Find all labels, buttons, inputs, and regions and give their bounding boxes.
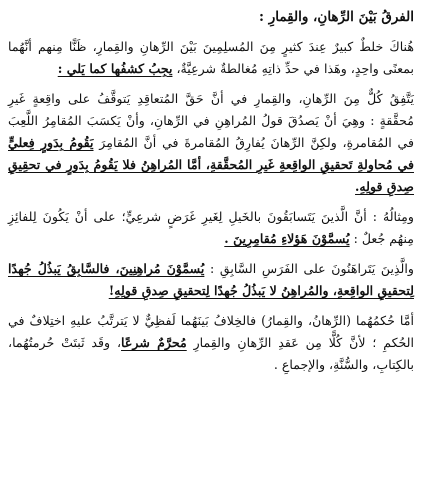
paragraph-text: هُناكَ خلطٌ كبيرٌ عِندَ كثيرٍ مِنَ المُسلِمِينَ بَيْنَ الرِّهانِ والقِمارِ، ظَنًّا مِنهم أنَّهُما بمعنًى واحِدٍ، وهَذا في حدِّ ذاتِهِ مُغالطةٌ شرعِيَّةٌ، — [8, 39, 414, 76]
paragraph-ruling — [8, 310, 414, 376]
emphasized-text: يُسمَّوْنَ هَؤلاءِ مُقامِرِينَ . — [224, 231, 350, 246]
emphasized-text: يجِبُ كشفُها كما يَلي : — [57, 61, 173, 76]
paragraph-betting-example — [8, 258, 414, 302]
section-heading: الفرقُ بَيْنَ الرِّهانِ، والقِمارِ : — [259, 9, 414, 25]
paragraph-text: ومِثالُهُ : أنَّ الَّذينَ يَتَسابَقُونَ بالخَيلِ لِغَيرِ غَرَضٍ شرعِيٍّ؛ على أنْ يَكُونَ لِلفائِزِ مِنهُم جُعلٌ : — [8, 209, 414, 246]
emphasized-text: يُسمَّوْنَ مُراهِنِينَ، فالسَّابِقُ يَبذُلُ جُهدًا لِتحقيقِ الواقِعةِ، والمُراهِنُ لا يَبذُلُ جُهدًا لِتحقيقِ صِدقِ قولِهِ! — [8, 261, 414, 298]
paragraph-comparison — [8, 88, 414, 198]
emphasized-text: يَقُومُ بِدَورٍ فِعليٍّ في مُحاولةِ تَحقيقِ الواقِعةِ غَيرِ المُحقَّقةِ، أمَّا المُراهِنُ فلا يَقُومُ بِدَورٍ في تحقِيقِ صِدقِ قولِهِ. — [8, 135, 414, 194]
paragraph-text: والَّذِينَ يَتَراهَنُونَ على الفَرَسِ السَّابِقِ : — [204, 261, 414, 276]
emphasized-text: مُحرَّمٌ شرعًا — [121, 335, 187, 350]
paragraph-text: يَتَّفِقُ كُلٌّ مِنَ الرِّهانِ، والقِمارِ في أنَّ حَقَّ المُتعاقِدِ يَتوقَّفُ على واقِعةٍ غَيرِ مُحقَّقةٍ : وهِيَ أنْ يَصدُقَ قولُ المُراهِنِ في الرِّهانِ، وأنْ يَكسَبَ المُقامِرُ اللَّعِبَ في المُقامرةِ، ولكِنَّ الرِّهانَ يُفارِقُ المُقامرةَ في أنَّ المُقامِرَ — [8, 91, 414, 150]
paragraph-intro — [8, 36, 414, 80]
paragraph-text: ، وقَد ثَبتَتْ حُرمتُهُما، بالكِتابِ، والسُّنَّةِ، والإجماعِ . — [8, 335, 414, 372]
paragraph-example — [8, 206, 414, 250]
paragraph-text: أمَّا حُكمُهُما (الرِّهانُ، والقِمارُ) فالخِلافُ بَينَهُما لَفظِيٌّ لا يَترتَّبُ عليهِ اختِلافٌ في الحُكمِ ؛ لأنَّ كُلًّا مِن عَقدِ الرِّهانِ والقِمارِ — [8, 313, 415, 350]
